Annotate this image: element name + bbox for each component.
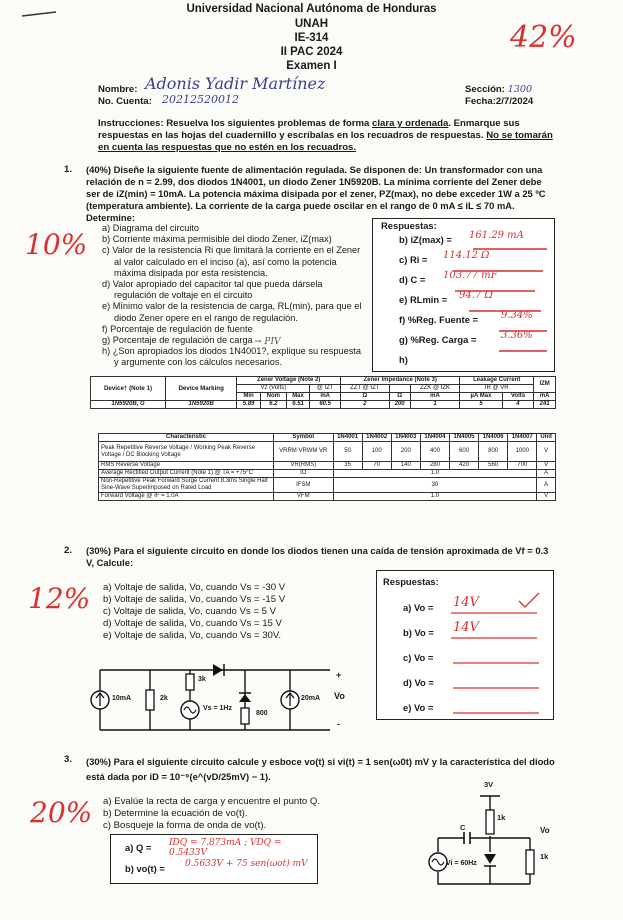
q2-answer-d-label: d) Vo = [403, 677, 434, 688]
q1-answer-f-value: 9.34% [501, 310, 533, 321]
table-row: 1N5920B, G 1N5920B 5.89 6.2 6.51 60.5 2 200 1 5 4 241 [91, 401, 556, 409]
q2-item-e: e) Voltaje de salida, Vo, cuando Vs = 30V. [103, 630, 282, 641]
ac-source-icon [181, 701, 199, 719]
q1-answer-f-label: f) %Reg. Fuente = [399, 314, 478, 325]
q3-answer-b-value: 0.5633V + 75 sen(ωot) mV [185, 859, 308, 869]
q1-item-a: a) Diagrama del circuito [102, 223, 200, 233]
academic-period: II PAC 2024 [280, 46, 343, 58]
exam-title: Examen I [286, 60, 337, 72]
q1-item-b: b) Corriente máxima permisible del diodo Zener, iZ(max) [102, 234, 332, 245]
q2-item-d: d) Voltaje de salida, Vo, cuando Vs = 15 V [103, 618, 282, 629]
section-value: 1300 [507, 84, 533, 95]
q3-answers-box [110, 834, 318, 884]
label-vs: Vs = 1Hz [203, 705, 232, 712]
total-grade: 42% [510, 20, 577, 55]
sub-ir: IR @ VR [460, 385, 534, 393]
label-minus: - [337, 719, 340, 729]
label-vi: Vi = 60Hz [446, 860, 477, 867]
q3-answer-b-label: b) vo(t) = [125, 863, 165, 874]
q2-answers-title: Respuestas: [383, 576, 439, 587]
q2-grade: 12% [28, 582, 91, 615]
q2-item-b: b) Voltaje de salida, Vo, cuando Vs = -15 V [103, 594, 286, 605]
label-2k: 2k [160, 695, 168, 702]
q3-answer-a-label: a) Q = [125, 842, 152, 853]
instructions: Instrucciones: Resuelva los siguientes problemas de forma clara y ordenada. Enmarque sus respuestas en las hojas del cuadernillo y escríbalas en los recuadros de respuestas. No se tomarán en cuenta las respuestas que no estén en los recuadros. [98, 118, 553, 153]
q1-answers-box [372, 218, 555, 372]
q1-answer-b-value: 161.29 mA [469, 230, 524, 241]
sub-zzt: ZZT @ IZT [341, 385, 389, 393]
q1-item-c: c) Valor de la resistencia Ri que limitará la corriente en el Zener al valor calculado en el inciso (a), así como la potencia máxima disipada por esta resistencia. [102, 245, 361, 278]
table-row: Non-Repetitive Peak Forward Surge Current 8.3ms Single Half Sine-Wave Superimposed on Rated Load IFSM 30 A [99, 478, 556, 493]
q1-items [102, 223, 364, 369]
q1-item-f: f) Porcentaje de regulación de fuente [102, 323, 253, 334]
q3-item-a: a) Evalúe la recta de carga y encuentre el punto Q. [103, 796, 321, 807]
label-plus: + [336, 670, 342, 680]
course-code: IE-314 [294, 32, 329, 44]
q1-answer-e-value: 94.7 Ω [459, 290, 493, 301]
q3-grade: 20% [30, 796, 93, 829]
q3-number: 3. [64, 754, 73, 765]
table-row: RMS Reverse Voltage VR(RMS) 35 70 140 280 420 560 700 V [99, 462, 556, 470]
q1-answer-c-value: 114.12 Ω [443, 250, 490, 261]
q2-answer-b-label: b) Vo = [403, 627, 434, 638]
diode-datasheet-table: Characteristic Symbol 1N4001 1N4002 1N4003 1N4004 1N4005 1N4006 1N4007 Unit Peak Repetitive Reverse Voltage / Working Peak Reverse Voltage / DC Blocking Voltage VRRM VRWM VR 50 100 200 400 600 800 1000 V RMS Reverse Voltage VR(RMS) 35 70 140 280 420 560 700 V Average Rectified Output Current (Note 1) @ TA = +75°C IO 1.0 A Non-Repetitive Peak Forward Surge Current 8.3ms Single Half Sine-Wave Superimposed on Rated Load IFSM 30 A Forward Voltage @ IF = 1.0A VFM 1.0 V [98, 433, 556, 501]
group-zener-impedance: Zener Impedance (Note 3) [341, 377, 460, 385]
date-label: Fecha:2/7/2024 [465, 96, 534, 107]
q2-answer-e-label: e) Vo = [403, 702, 434, 713]
q1-item-d: d) Valor apropiado del capacitor tal que pueda dársela regulación de voltaje en el circuito [102, 279, 323, 301]
label-10ma: 10mA [112, 695, 132, 702]
q2-answer-a-value: 14V [453, 595, 479, 610]
q1-answer-h-label: h) [399, 354, 408, 365]
current-source-10ma-icon [91, 691, 109, 709]
resistor-2k-icon [146, 690, 154, 710]
group-zener-voltage: Zener Voltage (Note 2) [237, 377, 341, 385]
q1-item-e: e) Mínimo valor de la resistencia de carga, RL(min), para que el diodo Zener opere en el rango de regulación. [102, 301, 362, 323]
q2-statement: (30%) Para el siguiente circuito en donde los diodos tienen una caída de tensión aproximada de Vf = 0.3 V, Calcule: [86, 545, 549, 568]
q2-answer-a-label: a) Vo = [403, 602, 434, 613]
label-vo: Vo [334, 691, 345, 701]
resistor-top-icon [486, 810, 494, 834]
q1-grade: 10% [25, 228, 88, 261]
label-c: C [460, 823, 466, 832]
q1-answer-g-label: g) %Reg. Carga = [399, 334, 477, 345]
name-label: Nombre: [98, 84, 138, 95]
diode-icon [213, 664, 224, 676]
q2-answer-c-label: c) Vo = [403, 652, 434, 663]
sub-izt: @ IZT [310, 385, 341, 393]
university-name: Universidad Nacional Autónoma de Honduras [186, 3, 437, 15]
q1-answer-b-label: b) iZ(max) = [399, 234, 452, 245]
q1-answer-e-label: e) RLmin = [399, 294, 448, 305]
q2-answer-underlines [447, 591, 547, 715]
resistor-bottom-icon [526, 850, 534, 874]
current-source-20ma-icon [281, 691, 299, 709]
table-row: Average Rectified Output Current (Note 1) @ TA = +75°C IO 1.0 A [99, 470, 556, 478]
piv-note: → PIV [254, 337, 281, 347]
q1-answer-g-value: 3.36% [501, 330, 533, 341]
name-value: Adonis Yadir Martínez [145, 74, 326, 93]
account-label: No. Cuenta: [98, 96, 152, 107]
table-row: Forward Voltage @ IF = 1.0A VFM 1.0 V [99, 493, 556, 501]
q2-answers-box [376, 570, 554, 720]
section-label: Sección: [465, 84, 508, 95]
label-20ma: 20mA [301, 695, 321, 702]
ac-source-icon [429, 853, 447, 871]
label-3v: 3V [484, 780, 494, 789]
pen-mark-icon [20, 8, 60, 22]
q3-answer-a-value: IDQ = 7.873mA ; VDQ = 0.5433V [169, 838, 282, 858]
q1-answers-title: Respuestas: [381, 220, 437, 231]
university-acronym: UNAH [294, 18, 329, 30]
q2-items [103, 582, 285, 642]
col-device: Device† (Note 1) [91, 377, 166, 401]
capacitor-icon [464, 832, 470, 844]
q1-statement: (40%) Diseñe la siguiente fuente de alimentación regulada. Se disponen de: Un transformador con una relación de n = 2.99, dos diodos 1N4001, un diodo Zener 1N5920B. La mínima corriente del Zener debe ser de iZ(min) = 10mA. La potencia máxima disipada por el zener, PZ(max), no debe exceder 1W a 25 ºC (temperatura ambiente). La corriente de la carga puede oscilar en el rango de 0 mA ≤ iL ≤ 70 mA. Determine: [86, 164, 546, 223]
q1-item-g: g) Porcentaje de regulación de carga [102, 335, 253, 346]
q2-number: 2. [64, 545, 73, 556]
account-value: 20212520012 [162, 93, 239, 106]
label-1k-bottom: 1k [540, 852, 549, 861]
q2-item-c: c) Voltaje de salida, Vo, cuando Vs = 5 V [103, 606, 277, 617]
table-row: Peak Repetitive Reverse Voltage / Working Peak Reverse Voltage / DC Blocking Voltage VRRM VRWM VR 50 100 200 400 600 800 1000 V [99, 442, 556, 462]
q2-item-a: a) Voltaje de salida, Vo, cuando Vs = -30 V [103, 582, 286, 593]
q1-answer-c-label: c) Ri = [399, 254, 428, 265]
resistor-3k-icon [186, 674, 194, 690]
label-3k: 3k [198, 676, 206, 683]
q3-item-c: c) Bosqueje la forma de onda de vo(t). [103, 820, 267, 831]
q3-statement: (30%) Para el siguiente circuito calcule y esboce vo(t) si vi(t) = 1 sen(ω0t) mV y la característica del diodo está dada por iD = 10⁻⁹(e^(vD/25mV) − 1). [86, 756, 555, 782]
label-vo: Vo [540, 826, 550, 835]
diode-vertical-icon [239, 693, 251, 702]
q3-circuit-diagram [420, 790, 560, 890]
q1-answer-d-label: d) C = [399, 274, 426, 285]
col-marking: Device Marking [166, 377, 237, 401]
diode-icon [484, 854, 496, 884]
sub-vz: Vz (Volts) [237, 385, 310, 393]
q1-answer-d-value: 103.77 mF [443, 270, 498, 281]
label-1k-top: 1k [497, 813, 506, 822]
q1-number: 1. [64, 164, 73, 175]
group-leakage: Leakage Current [460, 377, 534, 385]
zener-datasheet-table: Device† (Note 1) Device Marking Zener Voltage (Note 2) Zener Impedance (Note 3) Leakage Current IZM Vz (Volts) @ IZT ZZT @ IZT ZZK @ IZK IR @ VR Min Nom Max mA Ω Ω mA µA Max Volts mA 1N5920B, G 1N5920B 5.89 6.2 6.51 60.5 2 200 1 5 4 241 [90, 376, 556, 409]
resistor-800-icon [241, 708, 249, 724]
label-800: 800 [256, 710, 268, 717]
answer-underlines [425, 227, 551, 365]
q3-items [103, 796, 320, 832]
q1-item-h: h) ¿Son apropiados los diodos 1N4001?, explique su respuesta y argumente con los cálculos necesarios. [102, 346, 361, 368]
q2-answer-b-value: 14V [453, 620, 479, 635]
q3-item-b: b) Determine la ecuación de vo(t). [103, 808, 248, 819]
sub-zzk: ZZK @ IZK [410, 385, 460, 393]
sub-izm: IZM [534, 377, 556, 393]
